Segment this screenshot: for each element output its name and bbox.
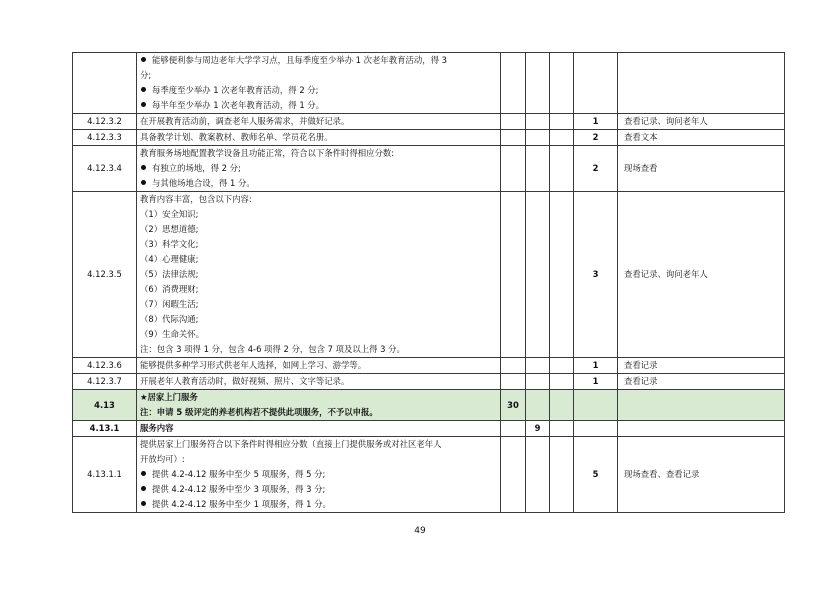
content-line: 教育内容丰富，包含以下内容: <box>140 194 252 204</box>
scoring-table <box>72 52 785 513</box>
item-content <box>137 53 501 114</box>
score-cell <box>501 114 526 130</box>
section-note: 注：申请 5 级评定的养老机构若不提供此项服务，不予以申报。 <box>140 407 378 417</box>
content-line: （3）科学文化; <box>140 239 199 249</box>
item-content <box>137 146 501 192</box>
points-cell: 2 <box>574 130 618 146</box>
content-line: 分; <box>140 70 152 80</box>
sub-score-cell <box>526 390 550 421</box>
section-row <box>73 390 785 421</box>
content-line: 每半年至少举办 1 次老年教育活动，得 1 分。 <box>140 98 497 113</box>
points-cell: 2 <box>574 146 618 192</box>
bullet-icon <box>141 180 146 185</box>
method-cell: 现场查看、查看记录 <box>618 437 785 513</box>
content-line: 有独立的场地，得 2 分; <box>140 161 497 176</box>
points-cell <box>574 390 618 421</box>
table-row <box>73 114 785 130</box>
item-content: 能够提供多种学习形式供老年人选择，如网上学习、游学等。 <box>137 358 501 374</box>
table-row <box>73 358 785 374</box>
empty-cell <box>550 421 574 437</box>
bullet-icon <box>141 501 146 506</box>
table-row <box>73 53 785 114</box>
item-content: 开展老年人教育活动时，做好视频、照片、文字等记录。 <box>137 374 501 390</box>
score-cell <box>501 192 526 358</box>
empty-cell <box>550 390 574 421</box>
content-line: 与其他场地合设，得 1 分。 <box>140 176 497 191</box>
content-line: ★居家上门服务 <box>140 392 198 402</box>
method-cell <box>618 53 785 114</box>
item-code: 4.12.3.6 <box>73 358 137 374</box>
sub-score-cell <box>526 358 550 374</box>
method-cell <box>618 390 785 421</box>
score-cell <box>501 146 526 192</box>
content-line: （6）消费理财; <box>140 284 199 294</box>
page-number: 49 <box>414 526 426 536</box>
score-cell <box>501 374 526 390</box>
content-line: 提供 4.2-4.12 服务中至少 1 项服务，得 1 分。 <box>140 497 497 512</box>
section-code: 4.13 <box>73 390 137 421</box>
method-cell <box>618 421 785 437</box>
content-line: 注：包含 3 项得 1 分，包含 4-6 项得 2 分，包含 7 项及以上得 3 分。 <box>140 344 405 354</box>
method-cell: 查看记录、询问老年人 <box>618 192 785 358</box>
score-cell <box>501 358 526 374</box>
bullet-icon <box>141 165 146 170</box>
content-line: 提供 4.2-4.12 服务中至少 3 项服务，得 3 分; <box>140 482 497 497</box>
item-content: 在开展教育活动前，调查老年人服务需求，并做好记录。 <box>137 114 501 130</box>
content-line: （7）闲暇生活; <box>140 299 199 309</box>
empty-cell <box>550 146 574 192</box>
bullet-icon <box>141 57 146 62</box>
method-cell: 查看记录 <box>618 358 785 374</box>
item-content <box>137 192 501 358</box>
item-code: 4.12.3.5 <box>73 192 137 358</box>
item-content: 具备教学计划、教案教材、教师名单、学员花名册。 <box>137 130 501 146</box>
sub-score-cell <box>526 130 550 146</box>
item-code <box>73 53 137 114</box>
content-line: 教育服务场地配置教学设备且功能正常，符合以下条件时得相应分数: <box>140 148 395 158</box>
table-row <box>73 146 785 192</box>
table-row <box>73 130 785 146</box>
points-cell: 1 <box>574 374 618 390</box>
item-code: 4.12.3.3 <box>73 130 137 146</box>
bullet-icon <box>141 486 146 491</box>
sub-score-cell <box>526 114 550 130</box>
score-cell <box>501 421 526 437</box>
sub-score-cell <box>526 53 550 114</box>
content-line: 开放均可）: <box>140 454 185 464</box>
content-line: 每季度至少举办 1 次老年教育活动，得 2 分; <box>140 83 497 98</box>
points-cell: 1 <box>574 114 618 130</box>
section-title <box>137 390 501 421</box>
sub-score-cell <box>526 374 550 390</box>
content-line: （1）安全知识; <box>140 209 199 219</box>
bullet-icon <box>141 102 146 107</box>
empty-cell <box>550 53 574 114</box>
table-body <box>73 53 785 513</box>
sub-score-cell <box>526 192 550 358</box>
item-code: 4.12.3.4 <box>73 146 137 192</box>
content-line: （8）代际沟通; <box>140 314 199 324</box>
sub-score-cell <box>526 146 550 192</box>
empty-cell <box>550 374 574 390</box>
score-cell <box>501 53 526 114</box>
method-cell: 现场查看 <box>618 146 785 192</box>
score-cell <box>501 437 526 513</box>
subsection-row <box>73 421 785 437</box>
bullet-icon <box>141 87 146 92</box>
content-line: （4）心理健康; <box>140 254 199 264</box>
points-cell: 1 <box>574 358 618 374</box>
method-cell: 查看记录 <box>618 374 785 390</box>
table-row <box>73 192 785 358</box>
item-code: 4.12.3.7 <box>73 374 137 390</box>
table-row <box>73 374 785 390</box>
subsection-title: 服务内容 <box>137 421 501 437</box>
content-line: （9）生命关怀。 <box>140 329 204 339</box>
item-code: 4.12.3.2 <box>73 114 137 130</box>
content-line: 提供居家上门服务符合以下条件时得相应分数（直接上门提供服务或对社区老年人 <box>140 439 442 449</box>
content-line: 能够便利参与周边老年大学学习点，且每季度至少举办 1 次老年教育活动，得 3 <box>140 53 497 68</box>
content-line: 提供 4.2-4.12 服务中至少 5 项服务，得 5 分; <box>140 467 497 482</box>
points-cell: 5 <box>574 437 618 513</box>
empty-cell <box>550 130 574 146</box>
points-cell: 3 <box>574 192 618 358</box>
table-row <box>73 437 785 513</box>
sub-score-cell <box>526 437 550 513</box>
empty-cell <box>550 437 574 513</box>
empty-cell <box>550 114 574 130</box>
points-cell <box>574 421 618 437</box>
empty-cell <box>550 192 574 358</box>
subsection-score: 9 <box>526 421 550 437</box>
subsection-code: 4.13.1 <box>73 421 137 437</box>
item-content <box>137 437 501 513</box>
item-code: 4.13.1.1 <box>73 437 137 513</box>
score-cell <box>501 130 526 146</box>
method-cell: 查看文本 <box>618 130 785 146</box>
bullet-icon <box>141 471 146 476</box>
empty-cell <box>550 358 574 374</box>
content-line: （2）思想道德; <box>140 224 199 234</box>
section-score: 30 <box>501 390 526 421</box>
method-cell: 查看记录、询问老年人 <box>618 114 785 130</box>
content-line: （5）法律法规; <box>140 269 199 279</box>
points-cell <box>574 53 618 114</box>
